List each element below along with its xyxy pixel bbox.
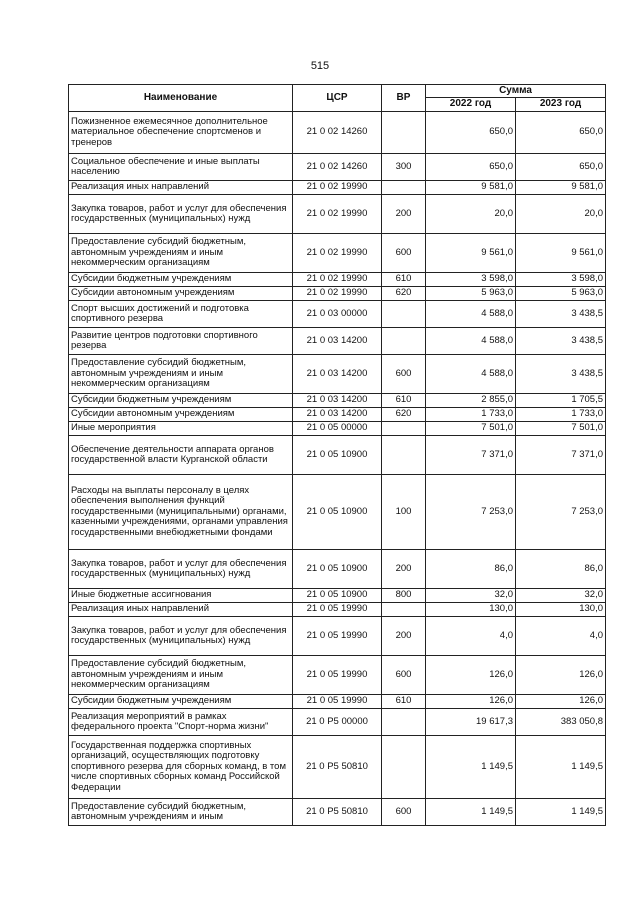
row-sum-2022: 650,0 [426,112,516,154]
row-vr: 610 [382,394,426,408]
row-sum-2022: 20,0 [426,195,516,234]
row-sum-2023: 130,0 [516,603,606,617]
row-name: Предоставление субсидий бюджетным, автономным учреждениям и иным [69,799,293,826]
table-row [69,181,606,195]
row-csr: 21 0 05 10900 [293,436,382,475]
row-csr: 21 0 02 19990 [293,181,382,195]
row-name: Закупка товаров, работ и услуг для обеспечения государственных (муниципальных) нужд [69,550,293,589]
row-name: Пожизненное ежемесячное дополнительное материальное обеспечение спортсменов и тренеров [69,112,293,154]
header-2023: 2023 год [516,98,606,112]
row-csr: 21 0 P5 50810 [293,736,382,799]
row-sum-2022: 4 588,0 [426,328,516,355]
row-sum-2023: 1 149,5 [516,736,606,799]
table-row [69,273,606,287]
table-row [69,355,606,394]
row-sum-2023: 650,0 [516,112,606,154]
row-name: Закупка товаров, работ и услуг для обеспечения государственных (муниципальных) нужд [69,617,293,656]
table-row [69,436,606,475]
row-name: Субсидии автономным учреждениям [69,287,293,301]
row-sum-2023: 32,0 [516,589,606,603]
table-row [69,154,606,181]
row-sum-2022: 9 581,0 [426,181,516,195]
row-vr: 600 [382,799,426,826]
row-name: Обеспечение деятельности аппарата органов государственной власти Курганской области [69,436,293,475]
row-csr: 21 0 05 10900 [293,475,382,550]
table-row [69,394,606,408]
row-sum-2023: 3 438,5 [516,301,606,328]
row-sum-2022: 1 149,5 [426,799,516,826]
table-row [69,195,606,234]
row-name: Субсидии автономным учреждениям [69,408,293,422]
row-sum-2023: 126,0 [516,656,606,695]
row-csr: 21 0 P5 50810 [293,799,382,826]
row-sum-2023: 126,0 [516,695,606,709]
table-row [69,408,606,422]
row-sum-2023: 3 598,0 [516,273,606,287]
row-name: Иные бюджетные ассигнования [69,589,293,603]
row-sum-2023: 3 438,5 [516,328,606,355]
table-row [69,301,606,328]
row-csr: 21 0 02 19990 [293,195,382,234]
row-vr: 300 [382,154,426,181]
row-vr: 600 [382,656,426,695]
table-row [69,550,606,589]
row-vr [382,709,426,736]
row-csr: 21 0 05 19990 [293,603,382,617]
table-row [69,617,606,656]
row-name: Иные мероприятия [69,422,293,436]
row-sum-2022: 9 561,0 [426,234,516,273]
row-vr: 600 [382,234,426,273]
row-sum-2022: 130,0 [426,603,516,617]
row-vr: 620 [382,287,426,301]
row-vr: 800 [382,589,426,603]
row-vr: 200 [382,550,426,589]
table-row [69,709,606,736]
row-sum-2022: 19 617,3 [426,709,516,736]
row-vr [382,436,426,475]
row-sum-2022: 4 588,0 [426,301,516,328]
row-sum-2023: 383 050,8 [516,709,606,736]
row-sum-2022: 2 855,0 [426,394,516,408]
row-name: Субсидии бюджетным учреждениям [69,695,293,709]
row-sum-2023: 650,0 [516,154,606,181]
row-csr: 21 0 P5 00000 [293,709,382,736]
row-sum-2023: 86,0 [516,550,606,589]
table-row [69,287,606,301]
row-sum-2023: 7 253,0 [516,475,606,550]
row-vr [382,422,426,436]
row-sum-2022: 1 733,0 [426,408,516,422]
table-row [69,736,606,799]
row-vr [382,301,426,328]
row-vr: 200 [382,195,426,234]
row-sum-2023: 5 963,0 [516,287,606,301]
row-vr: 200 [382,617,426,656]
row-name: Спорт высших достижений и подготовка спортивного резерва [69,301,293,328]
row-sum-2022: 7 371,0 [426,436,516,475]
row-name: Субсидии бюджетным учреждениям [69,273,293,287]
row-sum-2023: 9 581,0 [516,181,606,195]
row-csr: 21 0 03 00000 [293,301,382,328]
row-sum-2022: 126,0 [426,695,516,709]
row-vr [382,603,426,617]
row-sum-2022: 7 501,0 [426,422,516,436]
row-csr: 21 0 02 19990 [293,234,382,273]
row-sum-2022: 1 149,5 [426,736,516,799]
page-number: 515 [310,60,330,72]
row-vr: 100 [382,475,426,550]
row-name: Реализация мероприятий в рамках федерального проекта "Спорт-норма жизни" [69,709,293,736]
row-vr: 600 [382,355,426,394]
row-name: Развитие центров подготовки спортивного резерва [69,328,293,355]
row-vr [382,736,426,799]
table-row [69,589,606,603]
table-row [69,422,606,436]
row-sum-2022: 7 253,0 [426,475,516,550]
header-csr: ЦСР [293,85,382,112]
row-name: Предоставление субсидий бюджетным, автономным учреждениям и иным некоммерческим организациям [69,656,293,695]
row-csr: 21 0 03 14200 [293,355,382,394]
row-csr: 21 0 05 10900 [293,589,382,603]
row-vr: 620 [382,408,426,422]
row-name: Закупка товаров, работ и услуг для обеспечения государственных (муниципальных) нужд [69,195,293,234]
table-row [69,799,606,826]
table-row [69,475,606,550]
budget-table [68,84,606,826]
row-csr: 21 0 05 10900 [293,550,382,589]
row-sum-2022: 3 598,0 [426,273,516,287]
row-name: Государственная поддержка спортивных организаций, осуществляющих подготовку спортивного резерва для сборных команд, в том числе спортивных сборных команд Российской Федерации [69,736,293,799]
row-csr: 21 0 05 19990 [293,695,382,709]
row-sum-2023: 3 438,5 [516,355,606,394]
table-row [69,603,606,617]
row-sum-2022: 126,0 [426,656,516,695]
row-csr: 21 0 03 14200 [293,328,382,355]
row-sum-2023: 9 561,0 [516,234,606,273]
row-sum-2022: 4,0 [426,617,516,656]
row-vr [382,112,426,154]
row-vr: 610 [382,273,426,287]
table-row [69,328,606,355]
row-csr: 21 0 05 00000 [293,422,382,436]
row-sum-2022: 4 588,0 [426,355,516,394]
row-sum-2022: 650,0 [426,154,516,181]
row-sum-2022: 86,0 [426,550,516,589]
table-row [69,234,606,273]
row-csr: 21 0 03 14200 [293,408,382,422]
row-vr [382,181,426,195]
row-sum-2022: 5 963,0 [426,287,516,301]
table-row [69,112,606,154]
table-row [69,695,606,709]
row-sum-2022: 32,0 [426,589,516,603]
row-csr: 21 0 02 19990 [293,273,382,287]
row-name: Реализация иных направлений [69,181,293,195]
row-sum-2023: 7 371,0 [516,436,606,475]
row-vr [382,328,426,355]
row-csr: 21 0 05 19990 [293,617,382,656]
row-name: Реализация иных направлений [69,603,293,617]
header-2022: 2022 год [426,98,516,112]
row-name: Социальное обеспечение и иные выплаты населению [69,154,293,181]
header-name: Наименование [69,85,293,112]
table-row [69,656,606,695]
row-name: Предоставление субсидий бюджетным, автономным учреждениям и иным некоммерческим организациям [69,355,293,394]
header-vr: ВР [382,85,426,112]
row-name: Субсидии бюджетным учреждениям [69,394,293,408]
row-name: Расходы на выплаты персоналу в целях обеспечения выполнения функций государственными (муниципальными) органами, казенными учреждениями, органами управления государственными внебюджетными фондами [69,475,293,550]
row-csr: 21 0 05 19990 [293,656,382,695]
row-sum-2023: 4,0 [516,617,606,656]
row-csr: 21 0 03 14200 [293,394,382,408]
row-csr: 21 0 02 14260 [293,112,382,154]
row-csr: 21 0 02 19990 [293,287,382,301]
row-sum-2023: 7 501,0 [516,422,606,436]
row-vr: 610 [382,695,426,709]
row-sum-2023: 1 733,0 [516,408,606,422]
row-sum-2023: 1 705,5 [516,394,606,408]
row-csr: 21 0 02 14260 [293,154,382,181]
row-name: Предоставление субсидий бюджетным, автономным учреждениям и иным некоммерческим организациям [69,234,293,273]
header-sum: Сумма [426,85,606,98]
table-body [69,112,606,826]
row-sum-2023: 20,0 [516,195,606,234]
row-sum-2023: 1 149,5 [516,799,606,826]
table-header [69,85,606,112]
